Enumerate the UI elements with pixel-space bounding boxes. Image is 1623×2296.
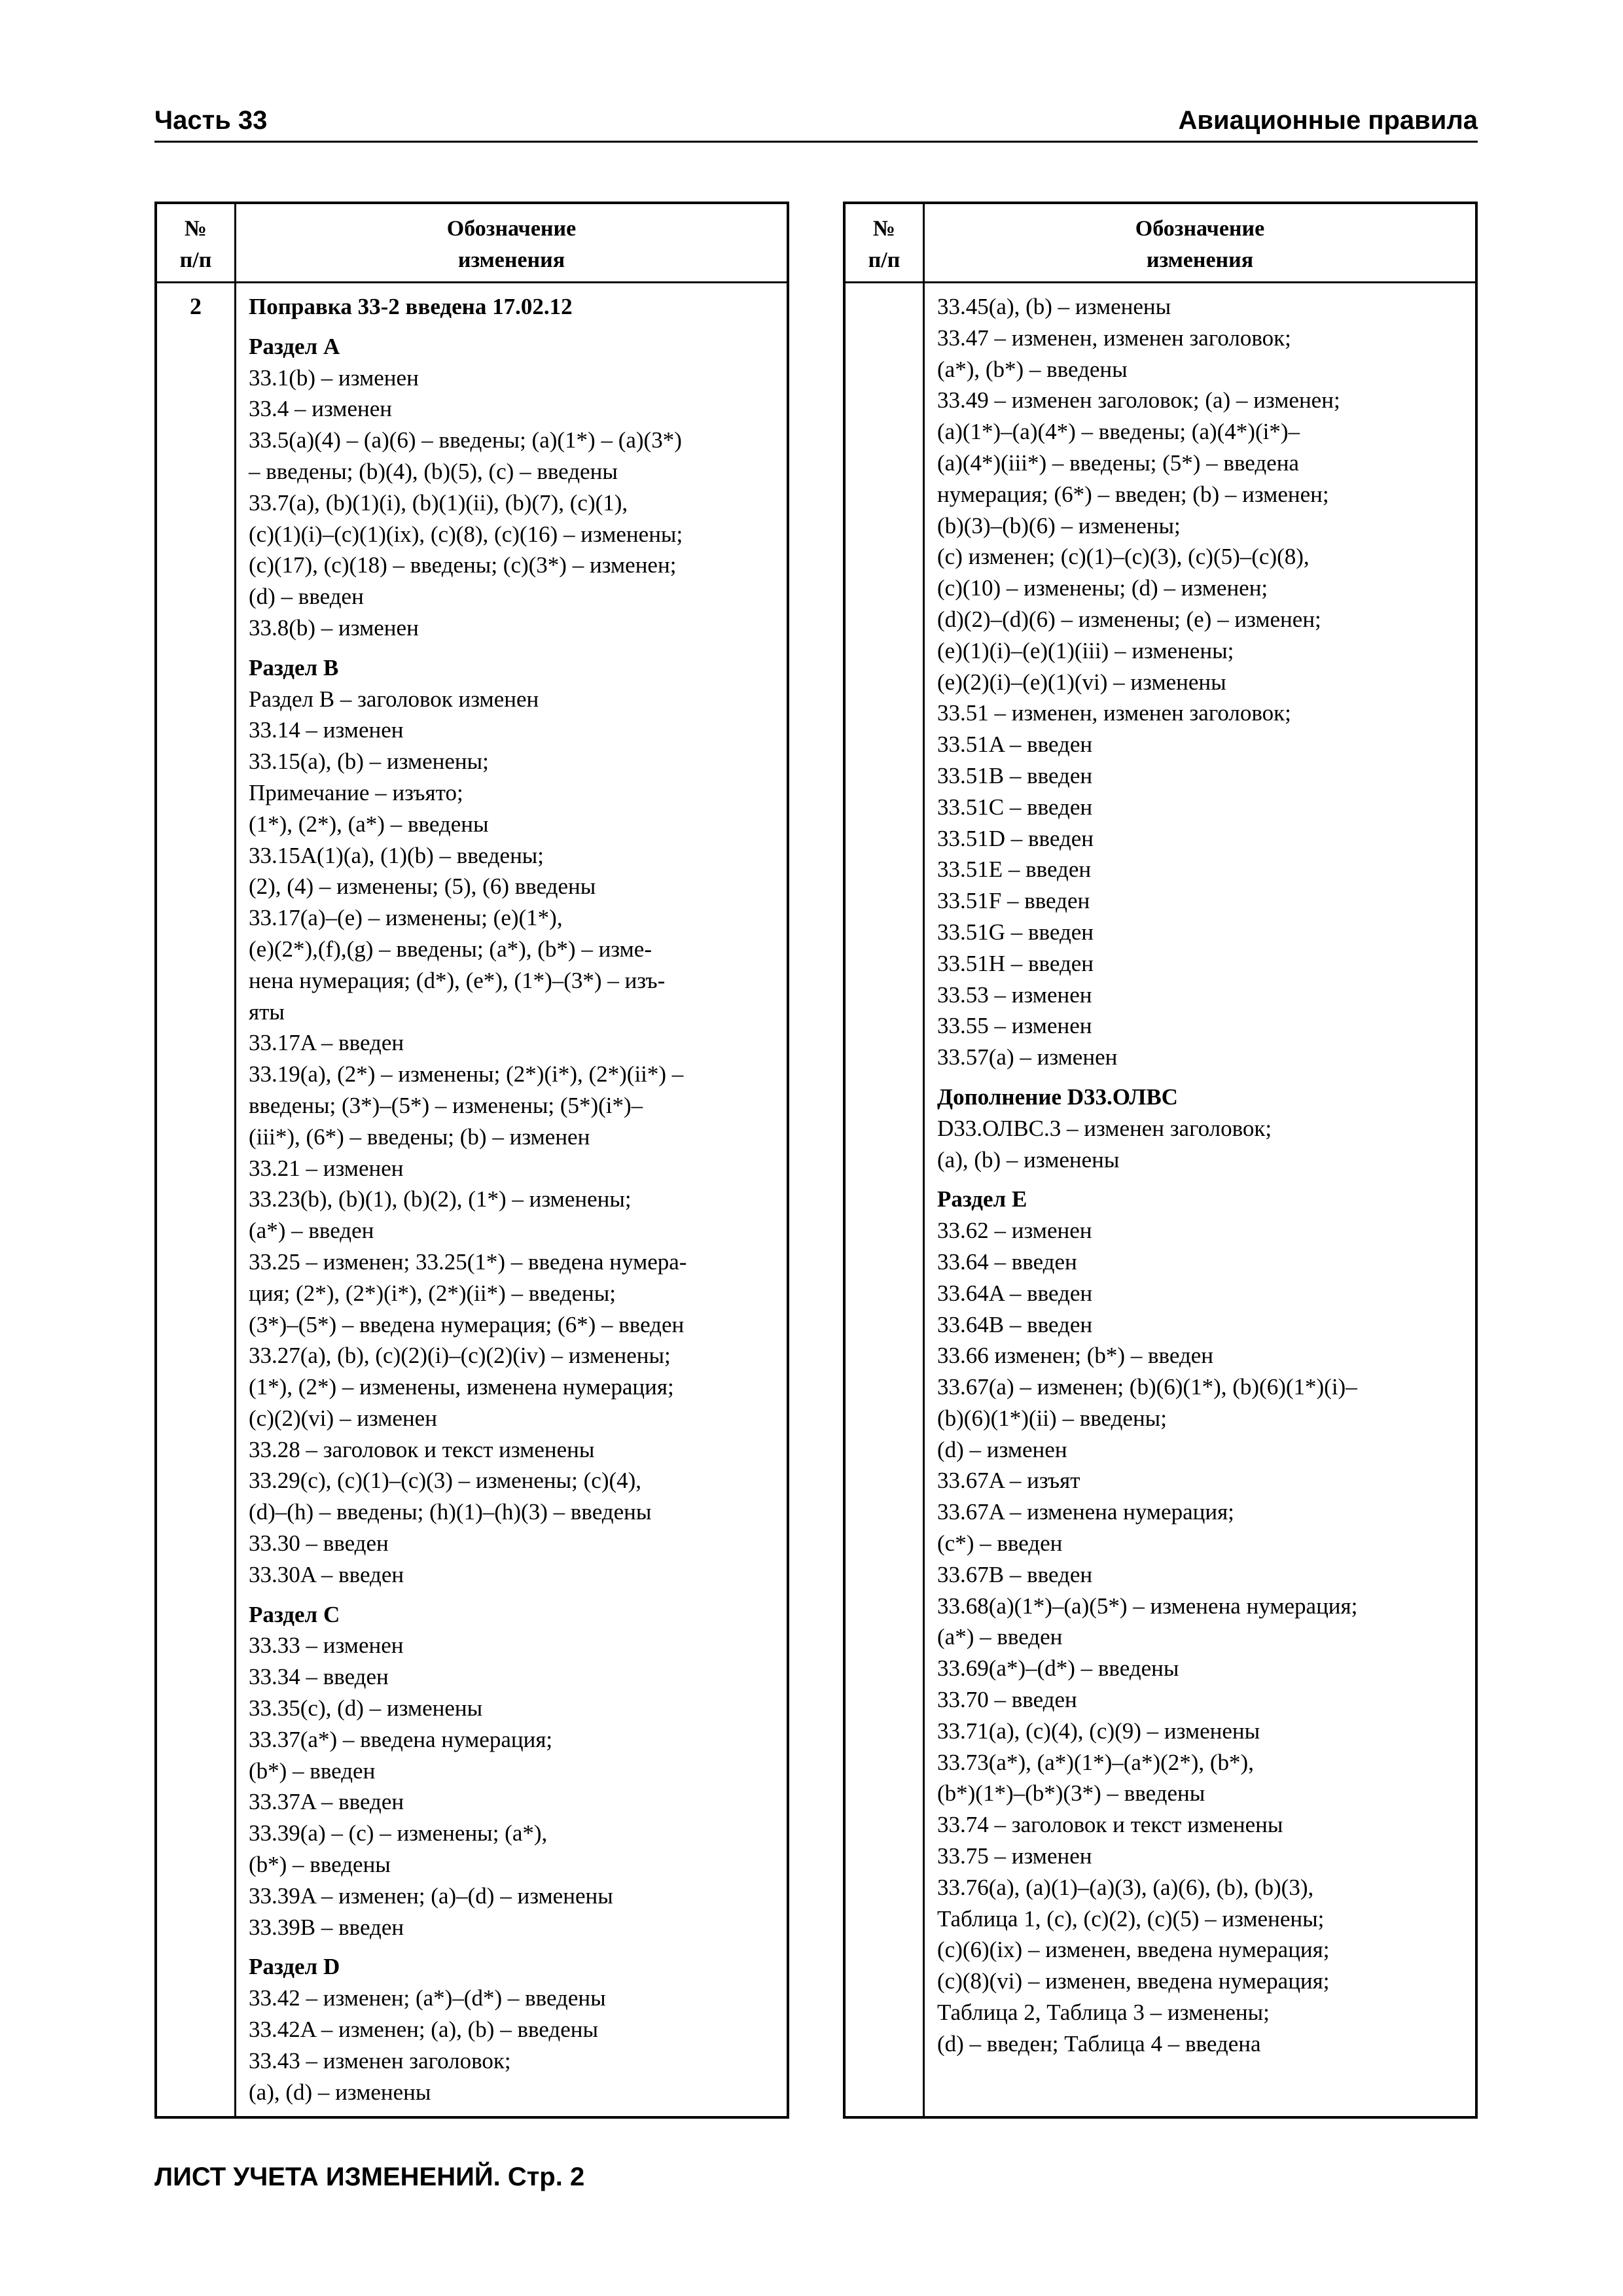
change-line: введены; (3*)–(5*) – изменены; (5*)(i*)– (249, 1092, 643, 1118)
change-line: ция; (2*), (2*)(i*), (2*)(ii*) – введены; (249, 1280, 616, 1306)
change-line: (1*), (2*), (a*) – введены (249, 811, 489, 837)
change-line: (e)(2)(i)–(e)(1)(vi) – изменены (937, 669, 1226, 695)
change-line: (d)–(h) – введены; (h)(1)–(h)(3) – введены (249, 1499, 652, 1525)
change-line: 33.28 – заголовок и текст изменены (249, 1436, 595, 1462)
changes-table-right (843, 202, 1478, 2119)
change-line: 33.7(a), (b)(1)(i), (b)(1)(ii), (b)(7), (c)(1), (249, 489, 628, 516)
change-line: (d) – введен; Таблица 4 – введена (937, 2030, 1261, 2057)
header-part-label: Часть 33 (154, 106, 268, 135)
change-line: (c)(10) – изменены; (d) – изменен; (937, 575, 1268, 601)
change-line: 33.74 – заголовок и текст изменены (937, 1812, 1283, 1838)
change-line: (a*) – введен (937, 1624, 1063, 1650)
change-line: 33.57(a) – изменен (937, 1044, 1118, 1070)
page-footer: ЛИСТ УЧЕТА ИЗМЕНЕНИЙ. Стр. 2 (154, 2163, 585, 2191)
change-line: Таблица 2, Таблица 3 – изменены; (937, 2000, 1270, 2026)
change-line: Примечание – изъято; (249, 779, 463, 805)
change-line: (a)(4*)(iii*) – введены; (5*) – введена (937, 450, 1299, 476)
change-line: 33.62 – изменен (937, 1218, 1092, 1244)
change-line: (1*), (2*) – изменены, изменена нумерация; (249, 1374, 674, 1400)
change-line: 33.69(a*)–(d*) – введены (937, 1655, 1179, 1682)
change-line: 33.15A(1)(a), (1)(b) – введены; (249, 842, 544, 868)
column-header-number: № п/п (179, 217, 212, 272)
change-line: 33.17A – введен (249, 1030, 404, 1056)
change-line: 33.68(a)(1*)–(a)(5*) – изменена нумерация; (937, 1593, 1358, 1619)
column-header-description: Обозначение изменения (1135, 217, 1265, 272)
change-line: (d) – введен (249, 584, 364, 610)
change-line: 33.64A – введен (937, 1280, 1093, 1306)
change-line: (3*)–(5*) – введена нумерация; (6*) – введен (249, 1311, 685, 1337)
change-line: Раздел В – заголовок изменен (249, 686, 539, 712)
change-line: 33.64B – введен (937, 1311, 1093, 1337)
change-line: 33.39(a) – (c) – изменены; (a*), (249, 1820, 548, 1846)
change-line: 33.51C – введен (937, 794, 1093, 820)
column-divider (923, 204, 925, 2116)
table-header-row (157, 204, 787, 283)
change-line: 33.21 – изменен (249, 1155, 404, 1181)
change-line: 33.70 – введен (937, 1687, 1077, 1713)
change-line: нена нумерация; (d*), (e*), (1*)–(3*) – изъ- (249, 967, 666, 993)
change-line: 33.30A – введен (249, 1561, 404, 1587)
header-document-title: Авиационные правила (1178, 106, 1478, 135)
change-line: (c) изменен; (c)(1)–(c)(3), (c)(5)–(c)(8), (937, 544, 1310, 570)
change-line: 33.51F – введен (937, 888, 1090, 914)
change-line: яты (249, 998, 285, 1025)
section-title: Раздел A (249, 333, 340, 359)
change-list-right (937, 291, 1465, 2060)
change-line: 33.33 – изменен (249, 1633, 404, 1659)
change-line: 33.14 – изменен (249, 717, 404, 743)
change-line: нумерация; (6*) – введен; (b) – изменен; (937, 481, 1329, 507)
column-divider (234, 204, 236, 2116)
change-line: (b)(3)–(b)(6) – изменены; (937, 512, 1181, 539)
change-line: 33.75 – изменен (937, 1843, 1092, 1869)
change-line: (c)(8)(vi) – изменен, введена нумерация; (937, 1968, 1330, 1994)
change-line: (a), (d) – изменены (249, 2079, 431, 2105)
change-line: (b*) – введены (249, 1852, 391, 1878)
change-line: 33.43 – изменен заголовок; (249, 2047, 511, 2074)
change-line: 33.5(a)(4) – (a)(6) – введены; (a)(1*) – (a)(3*) (249, 427, 682, 453)
change-line: 33.73(a*), (a*)(1*)–(a*)(2*), (b*), (937, 1749, 1254, 1775)
row-number: 2 (190, 293, 202, 319)
change-line: 33.67A – изъят (937, 1468, 1080, 1494)
change-line: 33.37(a*) – введена нумерация; (249, 1726, 553, 1752)
change-line: 33.71(a), (c)(4), (c)(9) – изменены (937, 1718, 1260, 1744)
change-line: (a*) – введен (249, 1218, 374, 1244)
change-line: 33.51E – введен (937, 857, 1092, 883)
change-line: 33.53 – изменен (937, 981, 1092, 1008)
change-line: 33.17(a)–(e) – изменены; (e)(1*), (249, 905, 563, 931)
section-title: Поправка 33-2 введена 17.02.12 (249, 294, 573, 319)
change-line: 33.67B – введен (937, 1561, 1093, 1587)
change-line: 33.39B – введен (249, 1914, 404, 1940)
header-rule (154, 141, 1478, 143)
change-line: 33.19(a), (2*) – изменены; (2*)(i*), (2*)(ii*) – (249, 1061, 684, 1087)
change-line: (a*), (b*) – введены (937, 356, 1128, 382)
section-title: Раздел E (937, 1186, 1027, 1212)
change-line: 33.66 изменен; (b*) – введен (937, 1343, 1214, 1369)
change-line: (c)(1)(i)–(c)(1)(ix), (c)(8), (c)(16) – изменены; (249, 521, 683, 547)
change-line: 33.55 – изменен (937, 1013, 1092, 1039)
change-line: (e)(1)(i)–(e)(1)(iii) – изменены; (937, 637, 1234, 663)
change-line: 33.51B – введен (937, 762, 1093, 788)
section-title: Раздел C (249, 1601, 340, 1627)
change-line: 33.37A – введен (249, 1789, 404, 1815)
section-title: Раздел D (249, 1954, 340, 1980)
change-line: (c*) – введен (937, 1530, 1063, 1557)
change-line: 33.4 – изменен (249, 396, 392, 422)
change-line: 33.29(c), (c)(1)–(c)(3) – изменены; (c)(4), (249, 1468, 642, 1494)
change-line: 33.42A – изменен; (a), (b) – введены (249, 2017, 598, 2043)
change-line: 33.76(a), (a)(1)–(a)(3), (a)(6), (b), (b)(3), (937, 1874, 1314, 1900)
change-line: 33.47 – изменен, изменен заголовок; (937, 325, 1291, 351)
change-line: 33.51H – введен (937, 950, 1094, 976)
change-line: 33.51A – введен (937, 732, 1093, 758)
change-line: 33.67A – изменена нумерация; (937, 1499, 1234, 1525)
change-line: 33.51D – введен (937, 825, 1094, 851)
change-line: Таблица 1, (c), (c)(2), (c)(5) – изменены; (937, 1905, 1325, 1932)
change-line: (d) – изменен (937, 1436, 1067, 1462)
change-list-left (249, 291, 776, 2108)
change-line: 33.39A – изменен; (a)–(d) – изменены (249, 1882, 613, 1909)
change-line: 33.25 – изменен; 33.25(1*) – введена нумера- (249, 1248, 687, 1275)
change-line: 33.45(a), (b) – изменены (937, 294, 1171, 319)
change-line: (d)(2)–(d)(6) – изменены; (e) – изменен; (937, 606, 1321, 632)
column-header-number: № п/п (868, 217, 901, 272)
change-line: 33.51G – введен (937, 919, 1094, 945)
change-line: (e)(2*),(f),(g) – введены; (a*), (b*) – изме- (249, 936, 652, 962)
change-line: (c)(17), (c)(18) – введены; (c)(3*) – изменен; (249, 552, 677, 578)
change-line: (c)(6)(ix) – изменен, введена нумерация; (937, 1937, 1330, 1963)
change-line: (a)(1*)–(a)(4*) – введены; (a)(4*)(i*)– (937, 419, 1300, 445)
change-line: 33.27(a), (b), (c)(2)(i)–(c)(2)(iv) – изменены; (249, 1343, 671, 1369)
change-line: 33.64 – введен (937, 1248, 1077, 1275)
change-line: 33.8(b) – изменен (249, 614, 419, 641)
change-line: – введены; (b)(4), (b)(5), (c) – введены (249, 458, 618, 484)
change-line: 33.34 – введен (249, 1664, 389, 1690)
section-title: Дополнение D33.ОЛВС (937, 1084, 1178, 1110)
section-title: Раздел B (249, 654, 339, 680)
change-line: 33.49 – изменен заголовок; (a) – изменен; (937, 387, 1340, 414)
table-header-row (846, 204, 1475, 283)
change-line: 33.23(b), (b)(1), (b)(2), (1*) – изменены; (249, 1186, 632, 1212)
change-line: (b*)(1*)–(b*)(3*) – введены (937, 1780, 1205, 1807)
change-line: (iii*), (6*) – введены; (b) – изменен (249, 1123, 590, 1150)
change-line: D33.ОЛВС.3 – изменен заголовок; (937, 1115, 1272, 1141)
change-line: 33.1(b) – изменен (249, 364, 419, 391)
change-line: 33.51 – изменен, изменен заголовок; (937, 700, 1291, 726)
change-line: (2), (4) – изменены; (5), (6) введены (249, 874, 596, 900)
change-line: 33.35(c), (d) – изменены (249, 1695, 483, 1722)
change-line: (a), (b) – изменены (937, 1146, 1120, 1173)
change-line: (b*) – введен (249, 1757, 376, 1784)
change-line: 33.30 – введен (249, 1530, 389, 1557)
change-line: 33.15(a), (b) – изменены; (249, 749, 489, 775)
change-line: (b)(6)(1*)(ii) – введены; (937, 1405, 1167, 1431)
change-line: 33.42 – изменен; (a*)–(d*) – введены (249, 1985, 606, 2011)
changes-table-left (154, 202, 789, 2119)
column-header-description: Обозначение изменения (446, 217, 577, 272)
change-line: 33.67(a) – изменен; (b)(6)(1*), (b)(6)(1*)(i)– (937, 1374, 1357, 1400)
change-line: (c)(2)(vi) – изменен (249, 1405, 437, 1431)
